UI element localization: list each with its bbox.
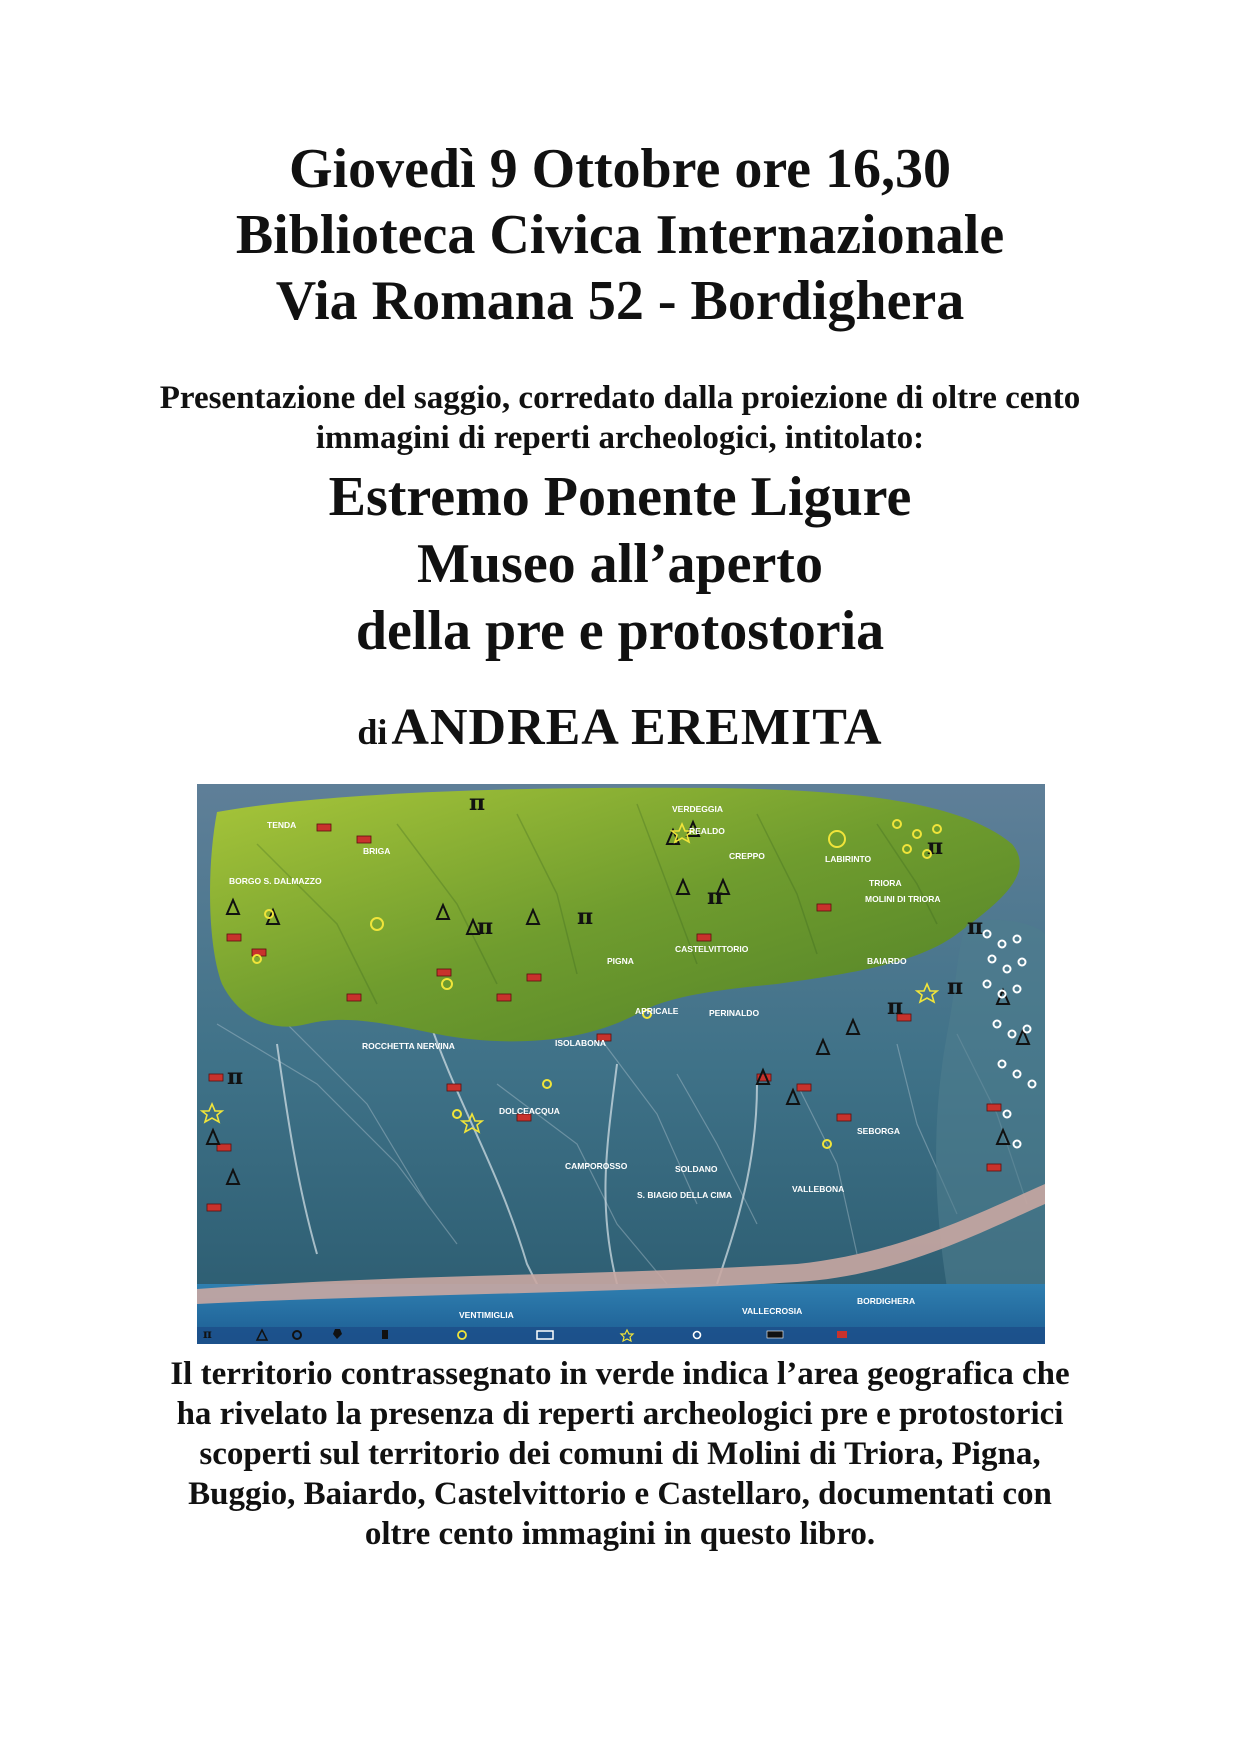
label-tenda: TENDA	[267, 820, 297, 830]
book-title-line-1: Estremo Ponente Ligure	[328, 466, 912, 528]
svg-text:π: π	[577, 904, 594, 930]
label-realdo: REALDO	[689, 826, 725, 836]
event-venue: Biblioteca Civica Internazionale	[235, 204, 1005, 266]
label-camporosso: CAMPOROSSO	[565, 1161, 628, 1171]
svg-text:π: π	[203, 1327, 212, 1341]
label-isolabona: ISOLABONA	[555, 1038, 606, 1048]
caption-line-5: oltre cento immagini in questo libro.	[364, 1516, 876, 1552]
caption-line-3: scoperti sul territorio dei comuni di Molini di Triora, Pigna,	[199, 1436, 1041, 1472]
label-soldano: SOLDANO	[675, 1164, 718, 1174]
archaeological-map	[197, 784, 1045, 1344]
label-verdeggia: VERDEGGIA	[672, 804, 724, 814]
label-bordighera: BORDIGHERA	[857, 1296, 916, 1306]
book-title-line-2: Museo all’aperto	[417, 533, 823, 595]
book-title-line-3: della pre e protostoria	[355, 600, 885, 662]
label-triora: TRIORA	[869, 878, 902, 888]
svg-text:π: π	[947, 974, 964, 1000]
author-prefix: di	[357, 712, 388, 752]
label-rocchetta-nervina: ROCCHETTA NERVINA	[362, 1041, 455, 1051]
label-apricale: APRICALE	[635, 1006, 679, 1016]
label-seborga: SEBORGA	[857, 1126, 900, 1136]
label-baiardo: BAIARDO	[867, 956, 907, 966]
svg-text:π: π	[887, 994, 904, 1020]
label-castelvittorio: CASTELVITTORIO	[675, 944, 749, 954]
label-creppo: CREPPO	[729, 851, 765, 861]
label-vallebona: VALLEBONA	[792, 1184, 845, 1194]
author-line	[0, 696, 1240, 772]
event-date-time: Giovedì 9 Ottobre ore 16,30	[288, 138, 952, 200]
svg-text:π: π	[707, 884, 724, 910]
intro-line-2: immagini di reperti archeologici, intitolato:	[315, 420, 925, 456]
label-vallecrosia: VALLECROSIA	[742, 1306, 803, 1316]
event-address: Via Romana 52 - Bordighera	[275, 270, 965, 332]
label-molini-di-triora: MOLINI DI TRIORA	[865, 894, 941, 904]
caption-line-2: ha rivelato la presenza di reperti archeologici pre e protostorici	[176, 1396, 1064, 1432]
label-labirinto: LABIRINTO	[825, 854, 872, 864]
label-dolceacqua: DOLCEACQUA	[499, 1106, 560, 1116]
label-briga: BRIGA	[363, 846, 391, 856]
svg-text:π: π	[469, 790, 486, 816]
label-perinaldo: PERINALDO	[709, 1008, 760, 1018]
author-name: ANDREA EREMITA	[391, 699, 883, 756]
map-legend	[197, 1327, 1045, 1344]
caption-line-1: Il territorio contrassegnato in verde indica l’area geografica che	[170, 1356, 1070, 1392]
svg-text:π: π	[967, 914, 984, 940]
svg-text:π: π	[227, 1064, 244, 1090]
label-ventimiglia: VENTIMIGLIA	[459, 1310, 514, 1320]
label-s-biagio-della-cima: S. BIAGIO DELLA CIMA	[637, 1190, 733, 1200]
label-borgo-s-dalmazzo: BORGO S. DALMAZZO	[229, 876, 322, 886]
svg-text:π: π	[927, 834, 944, 860]
svg-text:π: π	[477, 914, 494, 940]
intro-line-1: Presentazione del saggio, corredato dalla proiezione di oltre cento	[159, 380, 1081, 416]
caption-line-4: Buggio, Baiardo, Castelvittorio e Castellaro, documentati con	[188, 1476, 1052, 1512]
label-pigna: PIGNA	[607, 956, 634, 966]
